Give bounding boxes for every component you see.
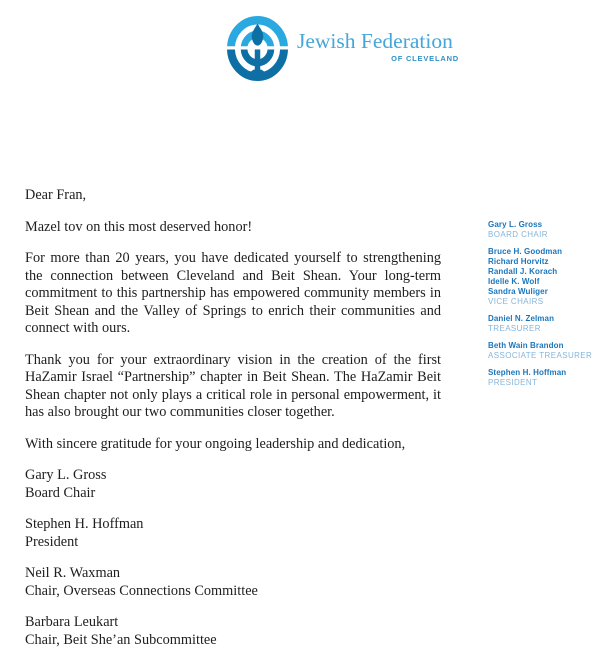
signature bbox=[25, 614, 441, 649]
board-member-title: PRESIDENT bbox=[488, 378, 538, 387]
signature-name: Gary L. Gross bbox=[25, 467, 107, 483]
board-member-name: Richard Horvitz bbox=[488, 257, 549, 266]
signature bbox=[25, 516, 441, 551]
menorah-logo-icon bbox=[227, 16, 288, 81]
signature-title: President bbox=[25, 533, 79, 550]
board-group bbox=[488, 368, 602, 388]
org-wordmark bbox=[297, 29, 461, 63]
board-member-name: Sandra Wuliger bbox=[488, 287, 548, 296]
board-group bbox=[488, 314, 602, 334]
org-name: Jewish Federation bbox=[297, 29, 453, 53]
letter-body bbox=[25, 187, 441, 663]
letterhead bbox=[0, 0, 608, 110]
letter-paragraphs bbox=[25, 187, 441, 453]
board-member-title: TREASURER bbox=[488, 324, 541, 333]
letter-paragraph: Thank you for your extraordinary vision in the creation of the first HaZamir Israel “Partnership” chapter in Beit Shean. The HaZamir Beit Shean chapter not only plays a critical role in personal empowerment, it has also brought our two communities closer together. bbox=[25, 351, 441, 420]
signature-title: Chair, Overseas Connections Committee bbox=[25, 582, 258, 599]
board-member-name: Beth Wain Brandon bbox=[488, 341, 564, 350]
board-member-name: Bruce H. Goodman bbox=[488, 247, 563, 256]
signature bbox=[25, 467, 441, 502]
board-group bbox=[488, 247, 602, 307]
board-list bbox=[488, 220, 602, 395]
board-member-title: VICE CHAIRS bbox=[488, 297, 544, 306]
board-group bbox=[488, 220, 602, 240]
board-member-title: BOARD CHAIR bbox=[488, 230, 548, 239]
letter-paragraph: Dear Fran, bbox=[25, 187, 87, 203]
signature-title: Chair, Beit She’an Subcommittee bbox=[25, 631, 217, 648]
signature-title: Board Chair bbox=[25, 484, 96, 501]
board-member-name: Daniel N. Zelman bbox=[488, 314, 555, 323]
letter-paragraph: With sincere gratitude for your ongoing leadership and dedication, bbox=[25, 435, 406, 452]
board-group bbox=[488, 341, 602, 361]
letter-paragraph: For more than 20 years, you have dedicated yourself to strengthening the connection between Cleveland and Beit Shean. Your long-term commitment to this partnership has empowered community members in Beit Shean and the Valley of Springs to enrich their communities and connect with ours. bbox=[25, 250, 441, 336]
signature-name: Neil R. Waxman bbox=[25, 565, 121, 581]
board-member-title: ASSOCIATE TREASURER bbox=[488, 351, 593, 360]
signature-name: Barbara Leukart bbox=[25, 614, 119, 630]
signature-block bbox=[25, 467, 441, 649]
board-member-name: Gary L. Gross bbox=[488, 220, 543, 229]
board-member-name: Idelle K. Wolf bbox=[488, 277, 540, 286]
letter-paragraph: Mazel tov on this most deserved honor! bbox=[25, 218, 253, 235]
board-member-name: Stephen H. Hoffman bbox=[488, 368, 567, 377]
board-member-name: Randall J. Korach bbox=[488, 267, 558, 276]
signature bbox=[25, 565, 441, 600]
org-subtitle: OF CLEVELAND bbox=[391, 54, 459, 63]
signature-name: Stephen H. Hoffman bbox=[25, 516, 144, 532]
